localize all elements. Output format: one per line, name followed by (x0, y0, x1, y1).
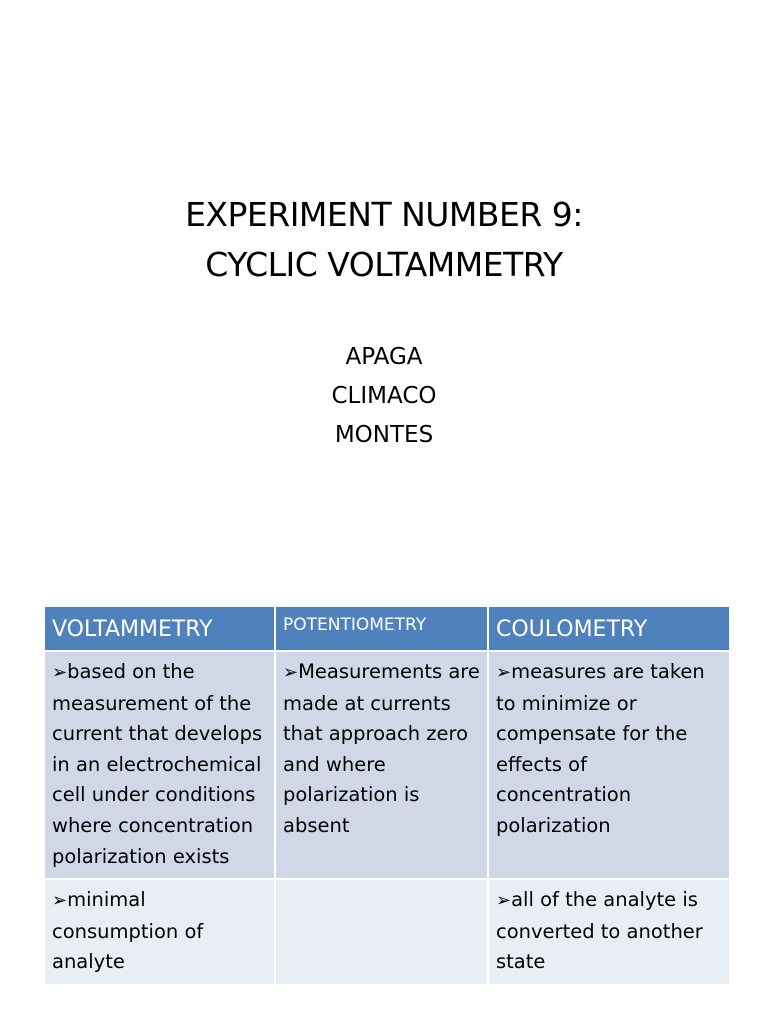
table-cell (275, 879, 488, 984)
cell-text: based on the measurement of the current that develops in an electrochemical cell under conditions where concentration polarization exists (52, 660, 263, 868)
cell-text: measures are taken to minimize or compensate for the effects of concentration polarization (496, 660, 705, 837)
author-name: CLIMACO (331, 383, 437, 409)
table-header-row (45, 607, 729, 651)
cell-text: minimal consumption of analyte (52, 888, 204, 974)
table-row (45, 879, 729, 984)
arrow-bullet-icon: ➢ (52, 662, 68, 683)
table-cell (488, 879, 729, 984)
header-potentiometry: POTENTIOMETRY (275, 607, 488, 651)
table-cell (45, 651, 275, 879)
slide-title (0, 190, 768, 290)
cell-text: Measurements are made at currents that approach zero and where polarization is absent (283, 660, 480, 837)
table-cell (45, 879, 275, 984)
header-voltammetry: VOLTAMMETRY (45, 607, 275, 651)
table-row (45, 651, 729, 879)
author-name: MONTES (334, 422, 434, 448)
header-coulometry: COULOMETRY (488, 607, 729, 651)
comparison-table (45, 607, 729, 984)
slide-title-line-1: EXPERIMENT NUMBER 9: (185, 195, 583, 234)
arrow-bullet-icon: ➢ (496, 890, 512, 912)
slide-title-line-2: CYCLIC VOLTAMMETRY (205, 245, 563, 284)
table-cell (488, 651, 729, 879)
table-cell (275, 651, 488, 879)
arrow-bullet-icon: ➢ (52, 890, 68, 912)
arrow-bullet-icon: ➢ (496, 662, 512, 683)
author-list (0, 338, 768, 455)
author-name: APAGA (345, 344, 423, 370)
cell-text: all of the analyte is converted to another state (496, 888, 703, 974)
arrow-bullet-icon: ➢ (283, 662, 299, 683)
